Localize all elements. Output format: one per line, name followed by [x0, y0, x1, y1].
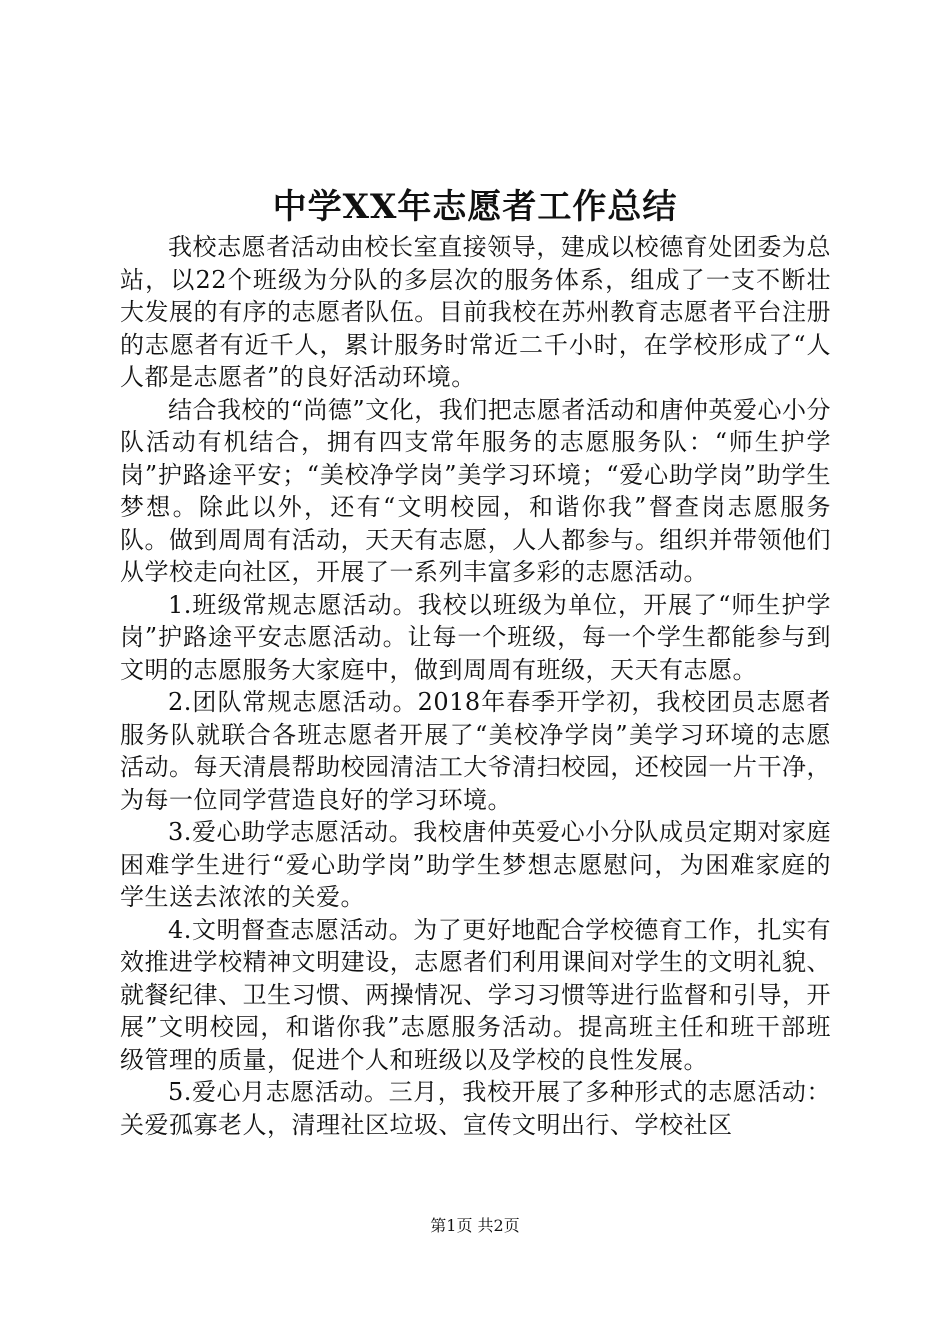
document-title: 中学XX年志愿者工作总结: [272, 187, 678, 227]
paragraph-item-2: 2.团队常规志愿活动。2018年春季开学初，我校团员志愿者服务队就联合各班志愿者开展了“美校净学岗”美学习环境的志愿活动。每天清晨帮助校园清洁工大爷清扫校园，还校园一片干净，为每一位同学营造良好的学习环境。: [120, 688, 831, 814]
document-body: [120, 231, 831, 1141]
paragraph-item-5: 5.爱心月志愿活动。三月，我校开展了多种形式的志愿活动：关爱孤寡老人，清理社区垃圾、宣传文明出行、学校社区: [120, 1078, 831, 1139]
paragraph-intro: 我校志愿者活动由校长室直接领导，建成以校德育处团委为总站，以22个班级为分队的多层次的服务体系，组成了一支不断壮大发展的有序的志愿者队伍。目前我校在苏州教育志愿者平台注册的志愿者有近千人，累计服务时常近二千小时，在学校形成了“人人都是志愿者”的良好活动环境。: [120, 233, 831, 391]
paragraph-culture: 结合我校的“尚德”文化，我们把志愿者活动和唐仲英爱心小分队活动有机结合，拥有四支常年服务的志愿服务队：“师生护学岗”护路途平安；“美校净学岗”美学习环境；“爱心助学岗”助学生梦想。除此以外，还有“文明校园，和谐你我”督查岗志愿服务队。做到周周有活动，天天有志愿，人人都参与。组织并带领他们从学校走向社区，开展了一系列丰富多彩的志愿活动。: [120, 395, 831, 586]
paragraph-item-4: 4.文明督查志愿活动。为了更好地配合学校德育工作，扎实有效推进学校精神文明建设，志愿者们利用课间对学生的文明礼貌、就餐纪律、卫生习惯、两操情况、学习习惯等进行监督和引导，开展”文明校园，和谐你我”志愿服务活动。提高班主任和班干部班级管理的质量，促进个人和班级以及学校的良性发展。: [120, 915, 831, 1074]
paragraph-item-3: 3.爱心助学志愿活动。我校唐仲英爱心小分队成员定期对家庭困难学生进行“爱心助学岗”助学生梦想志愿慰问，为困难家庭的学生送去浓浓的关爱。: [120, 818, 831, 911]
paragraph-item-1: 1.班级常规志愿活动。我校以班级为单位，开展了“师生护学岗”护路途平安志愿活动。让每一个班级，每一个学生都能参与到文明的志愿服务大家庭中，做到周周有班级，天天有志愿。: [120, 590, 831, 684]
page-footer: 第1页 共2页: [430, 1216, 520, 1235]
